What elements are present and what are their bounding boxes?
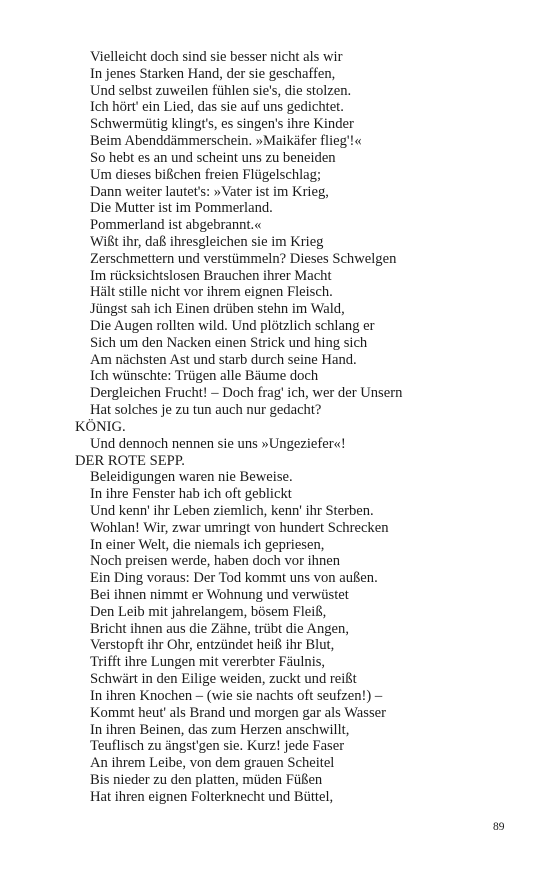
verse-line: Jüngst sah ich Einen drüben stehn im Wald, — [90, 301, 345, 318]
verse-line: Ein Ding voraus: Der Tod kommt uns von außen. — [90, 570, 378, 587]
verse-line: Und dennoch nennen sie uns »Ungeziefer«! — [90, 435, 346, 452]
verse-line: Teuflisch zu ängst'gen sie. Kurz! jede Faser — [90, 738, 345, 755]
verse-line: In ihren Beinen, das zum Herzen anschwillt, — [90, 721, 350, 738]
verse-line: Verstopft ihr Ohr, entzündet heiß ihr Blut, — [90, 637, 335, 654]
speaker-name: DER ROTE SEPP. — [75, 452, 185, 469]
verse-line: Trifft ihre Lungen mit vererbter Fäulnis, — [90, 654, 326, 671]
verse-line: Schwärt in den Eilige weiden, zuckt und reißt — [90, 671, 357, 688]
verse-line: Um dieses bißchen freien Flügelschlag; — [90, 166, 322, 183]
verse-line: Zerschmettern und verstümmeln? Dieses Schwelgen — [90, 250, 397, 267]
verse-line: So hebt es an und scheint uns zu beneiden — [90, 149, 336, 166]
verse-line: Bis nieder zu den platten, müden Füßen — [90, 771, 323, 788]
verse-line: Bei ihnen nimmt er Wohnung und verwüstet — [90, 587, 349, 603]
verse-line: Hat solches je zu tun auch nur gedacht? — [90, 402, 322, 419]
verse-line: Dann weiter lautet's: »Vater ist im Krieg, — [90, 183, 329, 200]
verse-line: In jenes Starken Hand, der sie geschaffen, — [90, 65, 336, 82]
speaker-name: KÖNIG. — [75, 418, 126, 435]
verse-line: Wohlan! Wir, zwar umringt von hundert Schrecken — [90, 519, 389, 536]
verse-line: Wißt ihr, daß ihresgleichen sie im Krieg — [90, 233, 324, 250]
verse-line: Beleidigungen waren nie Beweise. — [90, 469, 293, 486]
verse-line: Und selbst zuweilen fühlen sie's, die stolzen. — [90, 82, 352, 99]
verse-line: Ich hört' ein Lied, das sie auf uns gedichtet. — [90, 99, 344, 116]
verse-line: In ihre Fenster hab ich oft geblickt — [90, 486, 292, 503]
verse-line: Bricht ihnen aus die Zähne, trübt die Angen, — [90, 620, 349, 637]
verse-line: Beim Abenddämmerschein. »Maikäfer flieg'!« — [90, 133, 362, 150]
verse-line: Den Leib mit jahrelangem, bösem Fleiß, — [90, 603, 327, 620]
verse-line: Schwermütig klingt's, es singen's ihre Kinder — [90, 116, 354, 133]
verse-line: Hält stille nicht vor ihrem eignen Fleisch. — [90, 284, 333, 301]
verse-line: Im rücksichtslosen Brauchen ihrer Macht — [90, 267, 332, 284]
verse-line: Die Mutter ist im Pommerland. — [90, 200, 273, 217]
page-text — [75, 49, 515, 806]
verse-line: Pommerland ist abgebrannt.« — [90, 217, 262, 234]
verse-line: Noch preisen werde, haben doch vor ihnen — [90, 553, 341, 570]
verse-line: Sich um den Nacken einen Strick und hing sich — [90, 334, 368, 351]
verse-line: Die Augen rollten wild. Und plötzlich schlang er — [90, 318, 375, 334]
verse-line: Am nächsten Ast und starb durch seine Hand. — [90, 351, 357, 368]
verse-line: Kommt heut' als Brand und morgen gar als Wasser — [90, 704, 386, 721]
verse-line: Vielleicht doch sind sie besser nicht als wir — [90, 49, 343, 65]
page-number: 89 — [493, 821, 505, 833]
verse-line: In einer Welt, die niemals ich gepriesen, — [90, 536, 325, 553]
verse-line: Ich wünschte: Trügen alle Bäume doch — [90, 368, 319, 385]
verse-line: An ihrem Leibe, von dem grauen Scheitel — [90, 755, 335, 772]
verse-line: Hat ihren eignen Folterknecht und Büttel, — [90, 788, 334, 805]
verse-line: In ihren Knochen – (wie sie nachts oft seufzen!) – — [90, 687, 383, 704]
verse-line: Und kenn' ihr Leben ziemlich, kenn' ihr Sterben. — [90, 502, 374, 519]
verse-line: Dergleichen Frucht! – Doch frag' ich, wer der Unsern — [90, 385, 403, 402]
